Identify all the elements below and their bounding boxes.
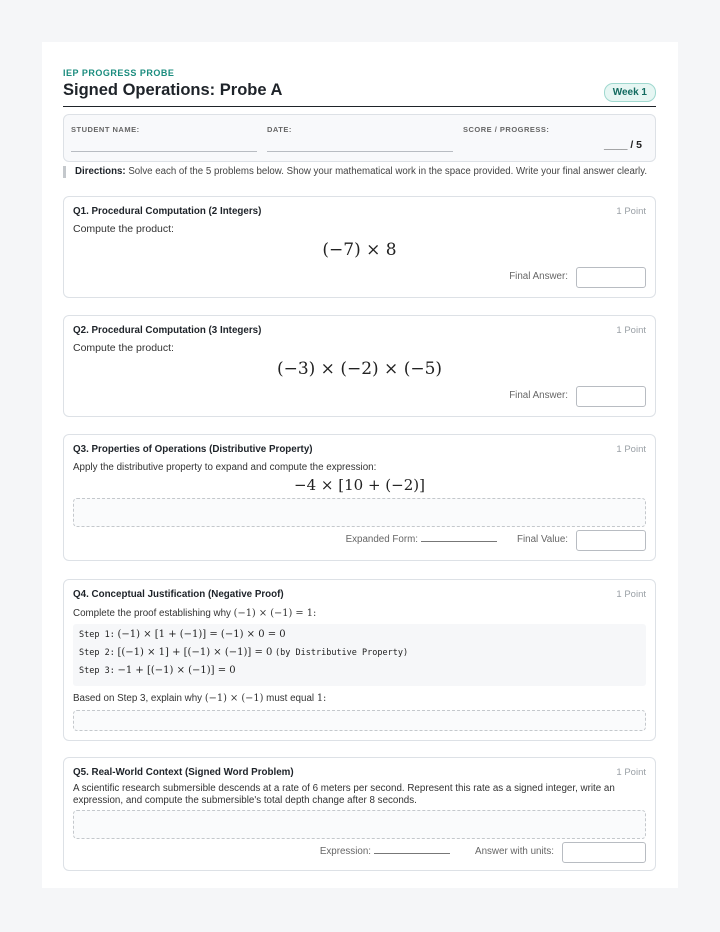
step-math: −1 + [(−1) × (−1)] = 0 <box>117 665 236 676</box>
expanded-form-label: Expanded Form: <box>345 534 418 545</box>
question-title: Q3. Properties of Operations (Distributive Property) <box>73 444 313 455</box>
question-points: 1 Point <box>616 206 646 217</box>
question-points: 1 Point <box>616 767 646 778</box>
score-field[interactable] <box>463 115 649 161</box>
expanded-form-blank[interactable] <box>421 541 497 542</box>
step-label: Step 2: <box>79 648 115 658</box>
question-title: Q1. Procedural Computation (2 Integers) <box>73 206 262 217</box>
explain-prompt <box>73 692 326 705</box>
explain-text: Based on Step 3, explain why <box>73 693 203 704</box>
answer-units-input[interactable] <box>562 842 646 863</box>
step-label: Step 3: <box>79 666 115 676</box>
score-label: SCORE / PROGRESS: <box>463 125 550 134</box>
question-title: Q2. Procedural Computation (3 Integers) <box>73 325 262 336</box>
date-label: DATE: <box>267 125 292 134</box>
proof-step-3 <box>79 665 236 676</box>
question-card-q5 <box>63 757 656 871</box>
question-points: 1 Point <box>616 589 646 600</box>
student-name-label: STUDENT NAME: <box>71 125 140 134</box>
question-card-q2 <box>63 315 656 417</box>
page-title: Signed Operations: Probe A <box>63 81 283 99</box>
directions-lead: Directions: <box>75 166 126 177</box>
final-answer-label: Final Answer: <box>509 271 568 282</box>
directions <box>63 166 659 178</box>
title-divider <box>63 106 656 107</box>
student-info-panel <box>63 114 656 162</box>
question-points: 1 Point <box>616 325 646 336</box>
expanded-form-field[interactable] <box>346 534 497 545</box>
question-points: 1 Point <box>616 444 646 455</box>
directions-text: Solve each of the 5 problems below. Show your mathematical work in the space provided. Write your final answer clearly. <box>128 166 648 177</box>
proof-step-2 <box>79 647 408 658</box>
final-value-label: Final Value: <box>516 534 568 545</box>
expression-label: Expression: <box>319 846 371 857</box>
date-field[interactable] <box>267 115 453 161</box>
question-title: Q4. Conceptual Justification (Negative Proof) <box>73 589 284 600</box>
question-card-q4 <box>63 579 656 741</box>
question-card-q1 <box>63 196 656 298</box>
answer-units-label: Answer with units: <box>475 846 554 857</box>
step-label: Step 1: <box>79 630 115 640</box>
step-math: [(−1) × 1] + [(−1) × (−1)] = 0 <box>117 647 273 658</box>
proof-step-1 <box>79 629 286 640</box>
proof-steps <box>73 624 646 686</box>
score-value[interactable]: ____ / 5 <box>604 139 642 151</box>
explanation-area[interactable] <box>73 710 646 731</box>
final-value-input[interactable] <box>576 530 646 551</box>
final-answer-label: Final Answer: <box>509 390 568 401</box>
prompt-text: Complete the proof establishing why <box>73 608 231 619</box>
week-badge: Week 1 <box>604 83 656 102</box>
final-answer-input[interactable] <box>576 386 646 407</box>
student-name-field[interactable] <box>71 115 257 161</box>
math-expression: (−7) × 8 <box>322 240 397 260</box>
expression-blank[interactable] <box>374 853 450 854</box>
prompt-math: (−1) × (−1) = 1: <box>233 608 317 619</box>
question-title: Q5. Real-World Context (Signed Word Problem) <box>73 767 294 778</box>
question-prompt: A scientific research submersible descends at a rate of 6 meters per second. Represent this rate as a signed integer, write an expression, and compute the submersible's total depth change after 8 seconds. <box>73 783 615 806</box>
question-prompt: Compute the product: <box>73 223 174 235</box>
explain-text-post: must equal <box>266 693 315 704</box>
expression-field[interactable] <box>320 846 450 857</box>
explain-math: (−1) × (−1) <box>204 693 264 704</box>
question-prompt: Compute the product: <box>73 342 174 354</box>
explain-value: 1: <box>316 693 327 704</box>
work-area[interactable] <box>73 498 646 527</box>
step-math: (−1) × [1 + (−1)] = (−1) × 0 = 0 <box>117 629 286 640</box>
worksheet-page <box>42 42 678 888</box>
math-expression: −4 × [10 + (−2)] <box>294 476 425 494</box>
document-eyebrow: IEP PROGRESS PROBE <box>63 68 175 78</box>
question-prompt: Apply the distributive property to expand and compute the expression: <box>73 462 377 473</box>
math-expression: (−3) × (−2) × (−5) <box>276 359 443 379</box>
student-name-line[interactable] <box>71 151 257 152</box>
date-line[interactable] <box>267 151 453 152</box>
final-answer-input[interactable] <box>576 267 646 288</box>
work-area[interactable] <box>73 810 646 839</box>
question-prompt <box>73 607 316 620</box>
step-note: (by Distributive Property) <box>275 648 409 658</box>
question-card-q3 <box>63 434 656 561</box>
